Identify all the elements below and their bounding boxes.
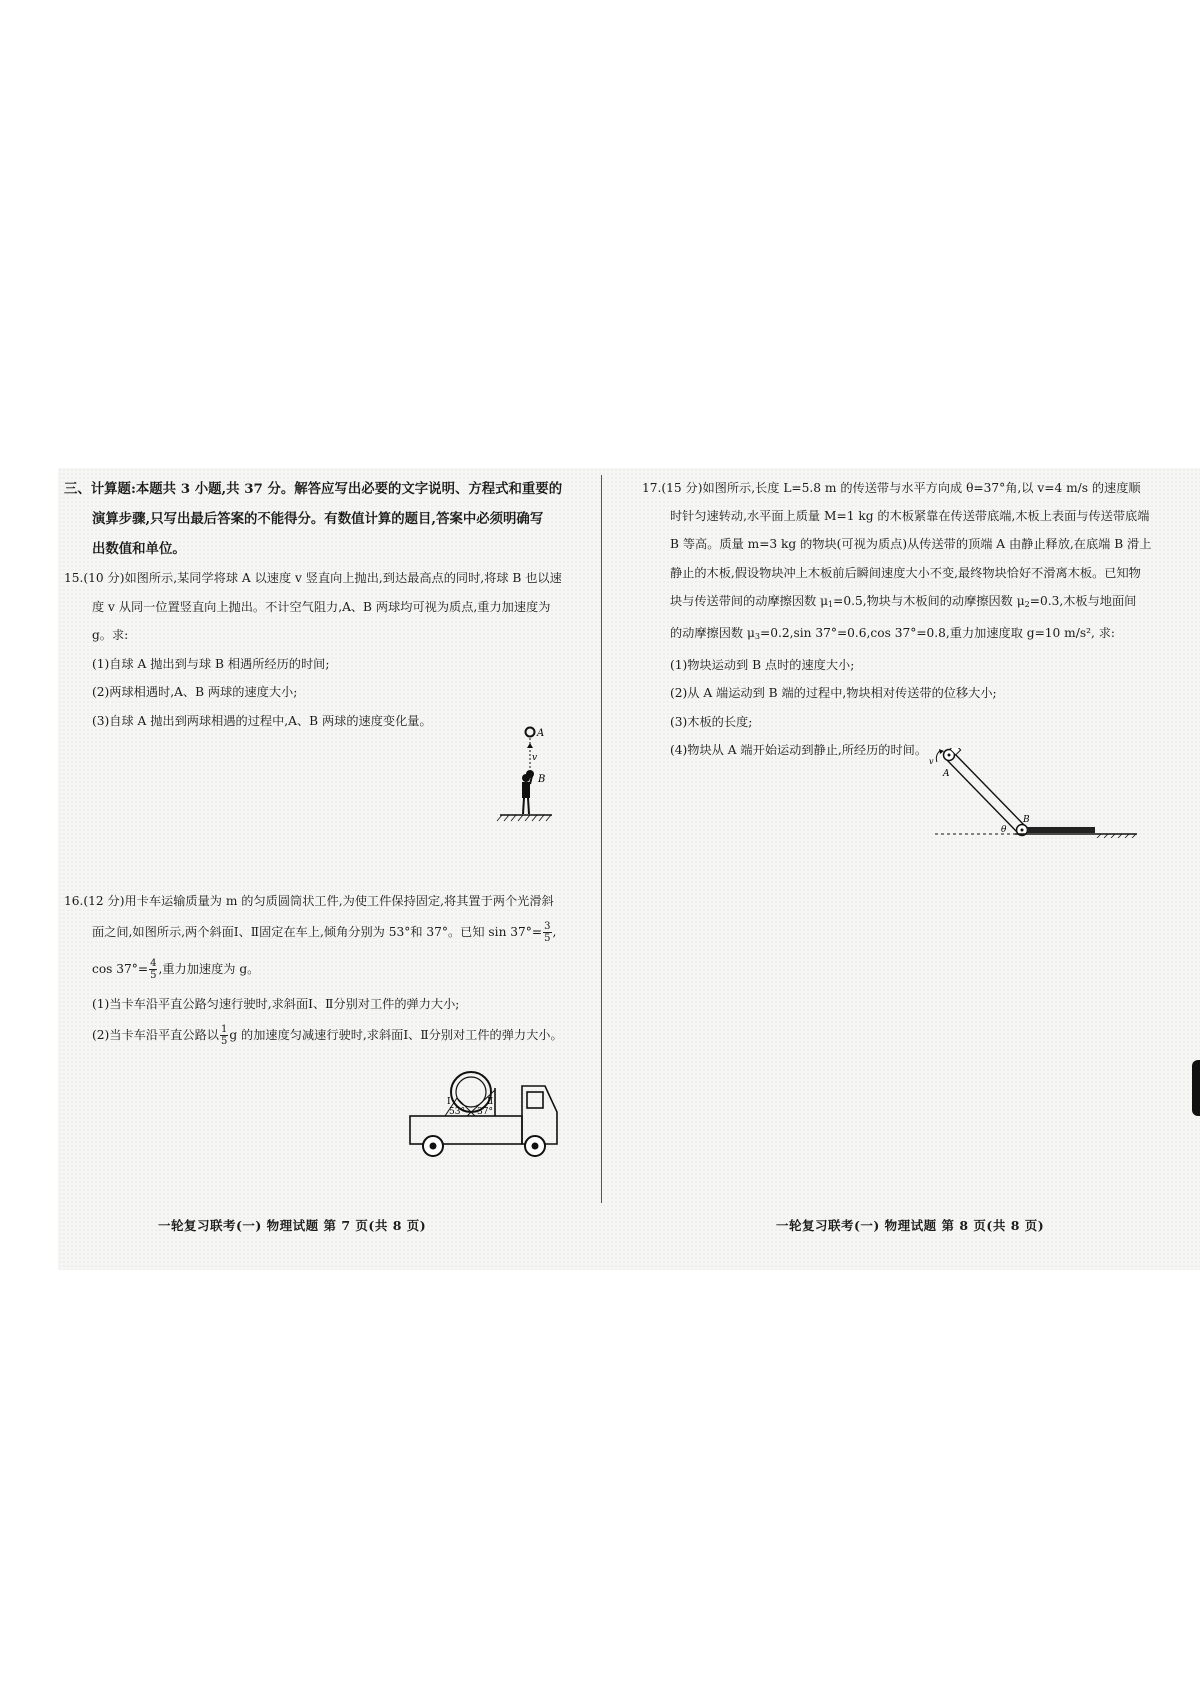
section-heading-line: 三、计算题:本题共 3 小题,共 37 分。解答应写出必要的文字说明、方程式和重要的 [64,481,563,497]
q16-text-span: 面之间,如图所示,两个斜面Ⅰ、Ⅱ固定在车上,倾角分别为 53°和 37°。已知 sin 37°= [92,925,543,939]
ball-a-label: A [537,728,545,739]
conveyor-belt-icon [944,750,1028,836]
slope-2-label: Ⅱ [487,1097,494,1107]
q17-text [642,587,1192,619]
velocity-label: v [532,753,538,763]
q15-text: 度 v 从同一位置竖直向上抛出。不计空气阻力,A、B 两球均可视为质点,重力加速度为 [92,599,551,614]
wooden-board [1027,827,1095,833]
q17-text: 时针匀速转动,水平面上质量 M=1 kg 的木板紧靠在传送带底端,木板上表面与传送带底端 [670,509,1150,524]
q17-text-span: =0.3,木板与地面间 [1029,593,1137,608]
column-divider [601,475,602,1203]
q17-text-span: =0.5,物块与木板间的动摩擦因数 μ [833,593,1025,608]
q17-text [642,619,1192,651]
q15-part: (2)两球相遇时,A、B 两球的速度大小; [92,685,298,699]
section-heading-line: 演算步骤,只写出最后答案的不能得分。有数值计算的题目,答案中必须明确写 [92,511,544,527]
person-icon [522,774,532,814]
q16-part: (1)当卡车沿平直公路匀速行驶时,求斜面Ⅰ、Ⅱ分别对工件的弹力大小; [92,997,460,1011]
q16-text: 面之间,如图所示,两个斜面Ⅰ、Ⅱ固定在车上,倾角分别为 53°和 37°。已知 sin 37°= $\frac{3}{5}$ , [92,921,557,944]
q16-truck-figure [405,1068,565,1168]
q17-text: 静止的木板,假设物块冲上木板前后瞬间速度大小不变,最终物块恰好不滑离木板。已知物 [670,565,1141,580]
ball-a-icon [526,728,535,737]
accel-fraction [220,1024,228,1047]
q17-part: (1)物块运动到 B 点时的速度大小; [670,658,855,673]
point-a-label: A [943,769,950,779]
fraction-numerator: 1 [220,1024,228,1035]
section-heading-line: 出数值和单位。 [92,541,186,557]
q17-text-span: 的动摩擦因数 μ [670,626,755,641]
fraction-denominator: 5 [220,1036,228,1047]
fraction-denominator: 5 [544,933,551,944]
q16-block [64,886,584,1051]
q17-text-span: =0.2,sin 37°=0.6,cos 37°=0.8,重力加速度取 g=10 m/s², 求: [760,626,1116,641]
q17-part: (4)物块从 A 端开始运动到静止,所经历的时间。 [670,742,928,757]
subscript: 3 [754,632,761,642]
point-b-label: B [1023,815,1030,825]
slope-1-label: Ⅰ [447,1097,451,1107]
q17-text: 17.(15 分)如图所示,长度 L=5.8 m 的传送带与水平方向成 θ=37°角,以 v=4 m/s 的速度顺 [642,481,1141,495]
q17-conveyor-figure [915,748,1145,838]
angle-53-label: 53° [449,1107,465,1117]
q17-part: (2)从 A 端运动到 B 端的过程中,物块相对传送带的位移大小; [670,686,997,701]
q16-text [64,954,584,985]
q16-text-span: ,重力加速度为 g。 [158,962,260,976]
subscript: 1 [828,599,834,609]
q16-part [64,1020,584,1051]
angle-37-label: 37° [477,1107,493,1117]
q15-part: (1)自球 A 抛出到与球 B 相遇所经历的时间; [92,656,330,671]
q16-text: 16.(12 分)用卡车运输质量为 m 的匀质圆筒状工件,为使工件保持固定,将其置于两个光滑斜 [64,894,554,908]
q15-part: (3)自球 A 抛出到两球相遇的过程中,A、B 两球的速度变化量。 [92,713,432,728]
fraction-numerator: 3 [544,921,551,932]
right-column [642,474,1192,764]
binding-edge-mark [1192,1060,1200,1116]
q15-text: 15.(10 分)如图所示,某同学将球 A 以速度 v 竖直向上抛出,到达最高点的同时,将球 B 也以速 [64,571,562,585]
q17-part: (3)木板的长度; [670,714,753,729]
fraction-numerator: 4 [150,958,157,969]
q16-text-span: (2)当卡车沿平直公路以 [92,1028,219,1042]
q17-text: B 等高。质量 m=3 kg 的物块(可视为质点)从传送带的顶端 A 由静止释放,在底端 B 滑上 [670,537,1152,552]
right-page-footer: 一轮复习联考(一) 物理试题 第 8 页(共 8 页) [776,1218,1045,1233]
q15-text: g。求: [92,628,129,642]
sin-fraction [543,921,551,944]
subscript: 2 [1024,599,1030,609]
q15-figure [490,720,560,830]
angle-theta-label: θ [1001,825,1007,835]
q17-text-span: 块与传送带间的动摩擦因数 μ [670,593,829,608]
ball-b-label: B [538,774,546,785]
q16-text-span: g 的加速度匀减速行驶时,求斜面Ⅰ、Ⅱ分别对工件的弹力大小。 [229,1028,563,1042]
left-column [64,474,584,735]
velocity-label: v [929,757,934,766]
fraction-denominator: 5 [150,970,157,981]
left-page-footer: 一轮复习联考(一) 物理试题 第 7 页(共 8 页) [158,1218,427,1233]
cos-label: cos 37°= [92,962,149,976]
cos-fraction [149,958,157,981]
